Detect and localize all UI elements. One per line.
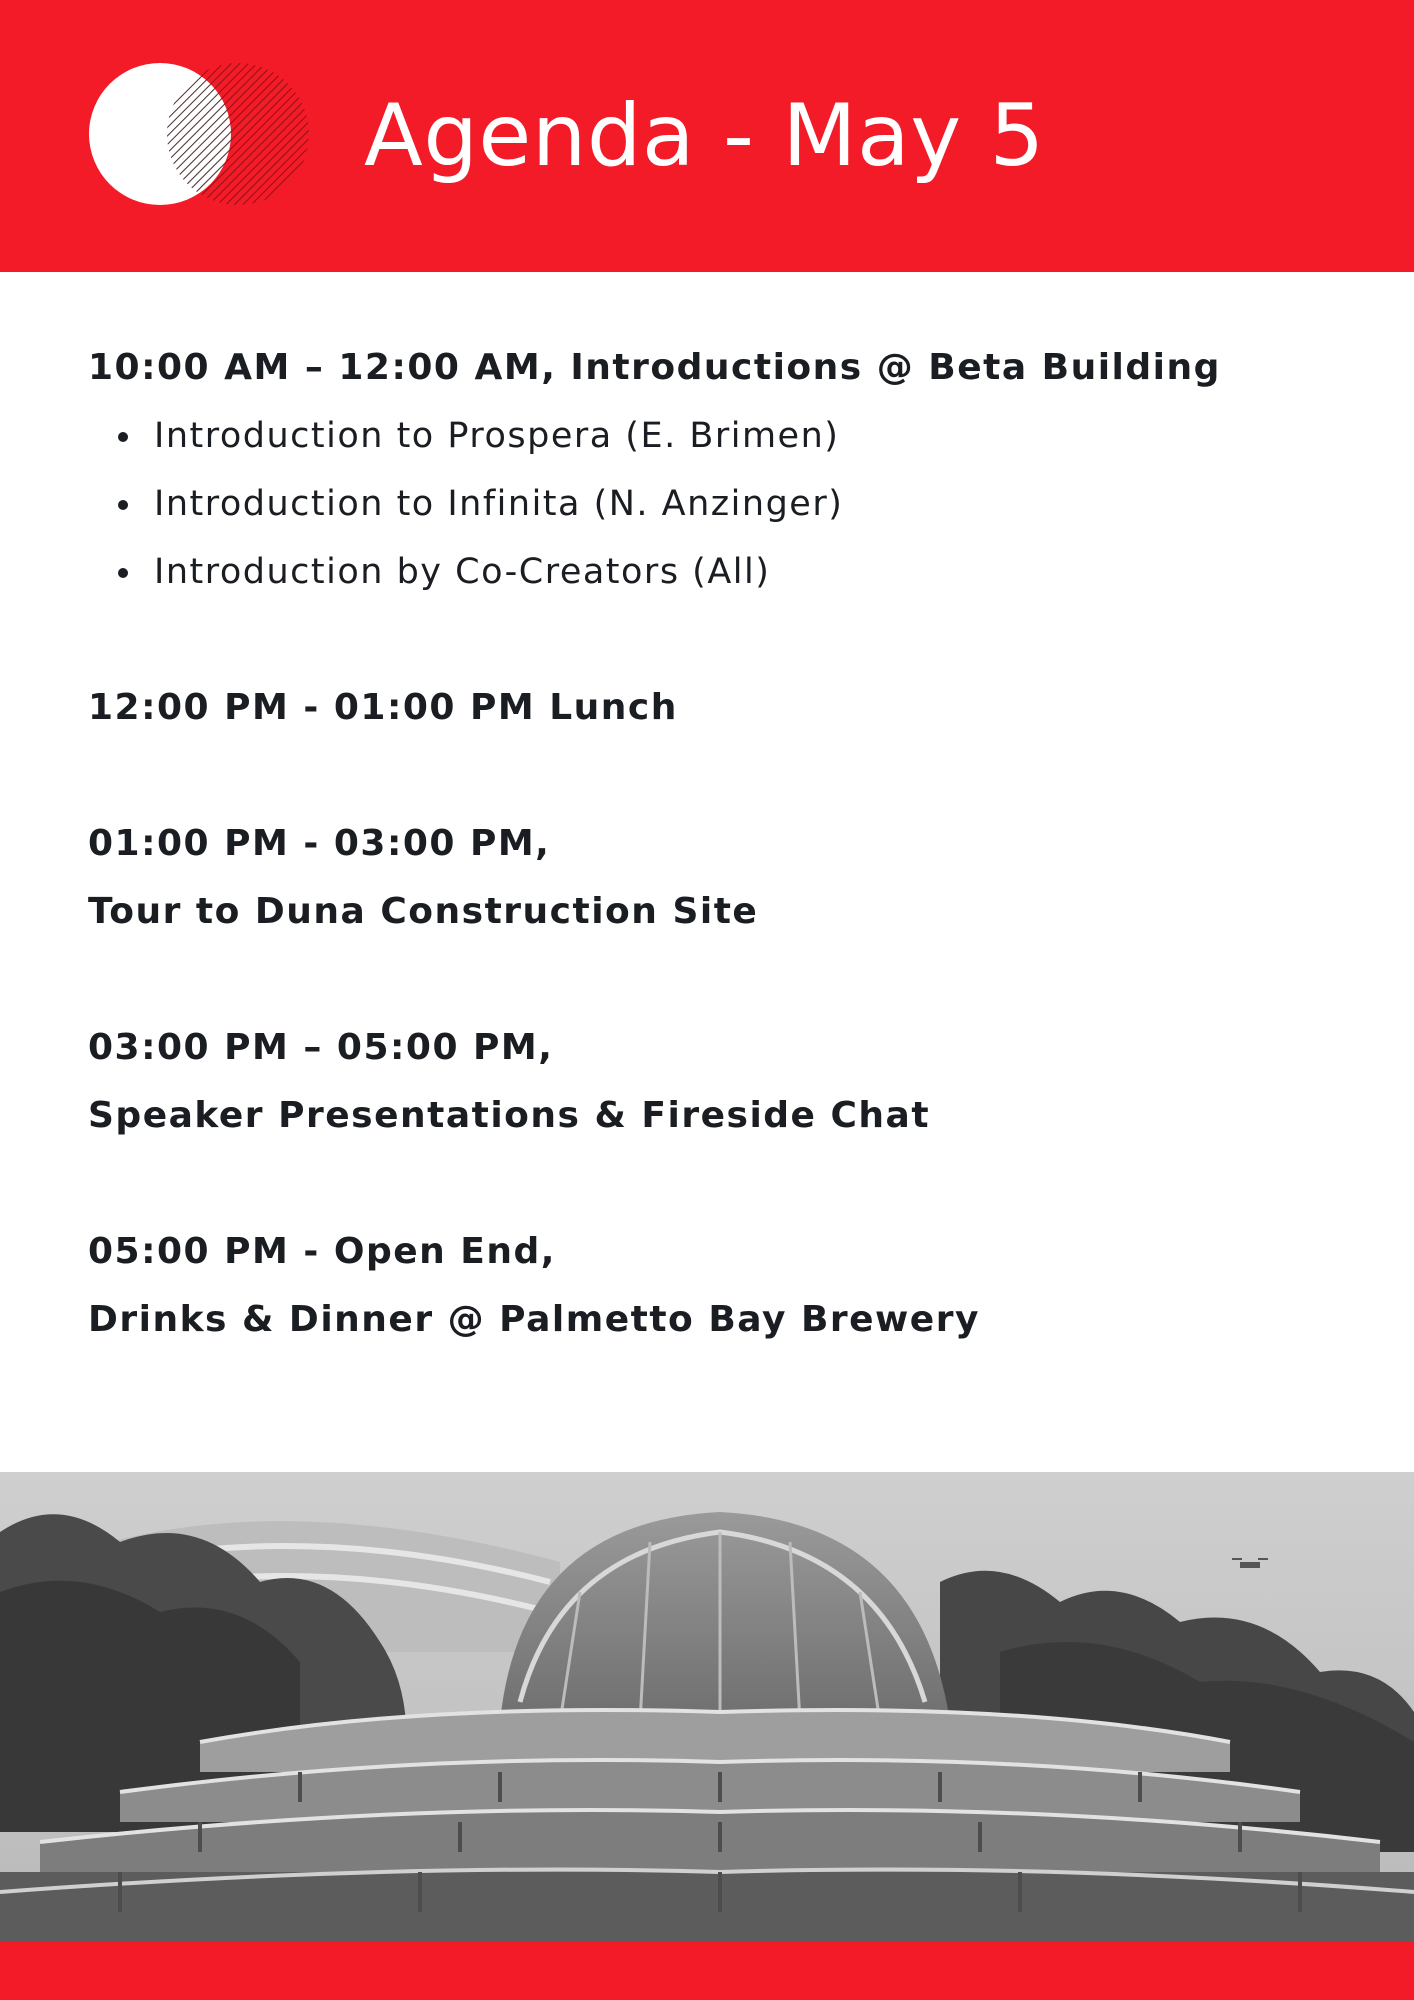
agenda-heading: Drinks & Dinner @ Palmetto Bay Brewery [88, 1299, 980, 1340]
agenda-block [88, 334, 1348, 606]
header-banner [0, 0, 1414, 272]
agenda-block [88, 674, 1348, 742]
agenda-block [88, 1014, 1348, 1150]
page-title: Agenda - May 5 [364, 86, 1045, 186]
agenda-heading: Tour to Duna Construction Site [88, 891, 759, 932]
agenda-heading: 10:00 AM – 12:00 AM, Introductions @ Beta Building [88, 347, 1221, 388]
agenda-heading: 05:00 PM - Open End, [88, 1231, 556, 1272]
agenda-heading: 12:00 PM - 01:00 PM Lunch [88, 687, 678, 728]
bullet-list [88, 402, 1348, 606]
list-item: Introduction to Prospera (E. Brimen) [88, 402, 1348, 470]
overlapping-circles-logo [88, 62, 310, 206]
agenda-list [88, 334, 1348, 1354]
agenda-block [88, 1218, 1348, 1354]
list-item: Introduction by Co-Creators (All) [88, 538, 1348, 606]
list-item: Introduction to Infinita (N. Anzinger) [88, 470, 1348, 538]
agenda-block [88, 810, 1348, 946]
agenda-heading: 01:00 PM - 03:00 PM, [88, 823, 551, 864]
agenda-heading: 03:00 PM – 05:00 PM, [88, 1027, 554, 1068]
agenda-heading: Speaker Presentations & Fireside Chat [88, 1095, 931, 1136]
architecture-photo [0, 1472, 1414, 1942]
footer-bar [0, 1942, 1414, 2000]
